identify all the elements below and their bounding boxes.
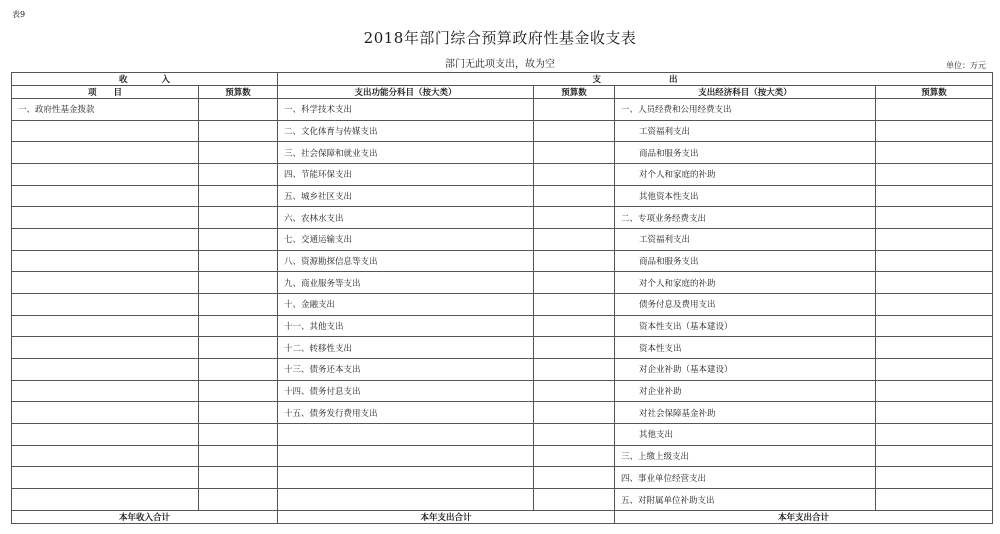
income-item-cell (12, 207, 199, 229)
income-item-cell (12, 445, 199, 467)
econ-item-cell: 工资福利支出 (615, 120, 876, 142)
econ-budget-cell (876, 229, 993, 251)
income-budget-cell (199, 120, 278, 142)
econ-item-cell: 对企业补助 (615, 380, 876, 402)
income-budget-cell (199, 142, 278, 164)
func-budget-cell (534, 445, 615, 467)
econ-item-cell: 其他资本性支出 (615, 185, 876, 207)
func-item-cell: 十二、转移性支出 (278, 337, 534, 359)
income-budget-header: 预算数 (199, 86, 278, 99)
table-row (12, 185, 993, 207)
income-item-cell (12, 185, 199, 207)
func-total-label: 本年支出合计 (278, 511, 615, 524)
econ-item-cell: 五、对附属单位补助支出 (615, 489, 876, 511)
func-budget-cell (534, 467, 615, 489)
func-budget-header: 预算数 (534, 86, 615, 99)
econ-item-cell: 三、上缴上级支出 (615, 445, 876, 467)
func-budget-cell (534, 185, 615, 207)
econ-budget-cell (876, 185, 993, 207)
table-note: 部门无此项支出，故为空 (445, 59, 555, 70)
func-class-header: 支出功能分科目（按大类） (278, 86, 534, 99)
func-budget-cell (534, 402, 615, 424)
econ-class-header: 支出经济科目（按大类） (615, 86, 876, 99)
func-item-cell: 十四、债务付息支出 (278, 380, 534, 402)
econ-item-cell: 资本性支出 (615, 337, 876, 359)
income-item-cell (12, 250, 199, 272)
income-budget-cell (199, 164, 278, 186)
func-item-cell (278, 489, 534, 511)
income-budget-cell (199, 337, 278, 359)
econ-item-cell: 商品和服务支出 (615, 142, 876, 164)
func-budget-cell (534, 489, 615, 511)
econ-budget-cell (876, 380, 993, 402)
table-row (12, 207, 993, 229)
income-budget-cell (199, 294, 278, 316)
income-item-cell (12, 489, 199, 511)
table-row (12, 250, 993, 272)
table-row (12, 164, 993, 186)
econ-budget-cell (876, 120, 993, 142)
econ-budget-cell (876, 294, 993, 316)
econ-item-cell: 商品和服务支出 (615, 250, 876, 272)
income-budget-cell (199, 445, 278, 467)
func-budget-cell (534, 424, 615, 446)
unit-label: 单位：万元 (946, 61, 986, 70)
func-budget-cell (534, 207, 615, 229)
econ-budget-cell (876, 207, 993, 229)
income-item-cell (12, 467, 199, 489)
econ-item-cell: 其他支出 (615, 424, 876, 446)
econ-budget-cell (876, 142, 993, 164)
income-budget-cell (199, 359, 278, 381)
econ-budget-cell (876, 250, 993, 272)
func-item-cell (278, 424, 534, 446)
table-row (12, 142, 993, 164)
table-row (12, 120, 993, 142)
header-row-top (12, 73, 993, 86)
econ-item-cell: 对企业补助（基本建设） (615, 359, 876, 381)
func-budget-cell (534, 99, 615, 121)
econ-item-cell: 对个人和家庭的补助 (615, 164, 876, 186)
table-row (12, 445, 993, 467)
econ-budget-cell (876, 445, 993, 467)
income-item-cell (12, 315, 199, 337)
income-item-cell (12, 359, 199, 381)
func-item-cell: 十三、债务还本支出 (278, 359, 534, 381)
header-row-columns (12, 86, 993, 99)
econ-item-cell: 一、人员经费和公用经费支出 (615, 99, 876, 121)
table-row (12, 229, 993, 251)
econ-budget-cell (876, 272, 993, 294)
income-budget-cell (199, 250, 278, 272)
table-row (12, 294, 993, 316)
econ-item-cell: 对个人和家庭的补助 (615, 272, 876, 294)
income-item-cell (12, 164, 199, 186)
income-budget-cell (199, 467, 278, 489)
income-budget-cell (199, 207, 278, 229)
func-budget-cell (534, 315, 615, 337)
func-item-cell: 二、文化体育与传媒支出 (278, 120, 534, 142)
income-budget-cell (199, 380, 278, 402)
func-item-cell: 十一、其他支出 (278, 315, 534, 337)
func-item-cell: 七、交通运输支出 (278, 229, 534, 251)
func-item-cell (278, 445, 534, 467)
table-row (12, 359, 993, 381)
table-row (12, 272, 993, 294)
econ-item-cell: 二、专项业务经费支出 (615, 207, 876, 229)
func-budget-cell (534, 337, 615, 359)
income-item-cell (12, 120, 199, 142)
page-title: 2018年部门综合预算政府性基金收支表 (363, 29, 637, 47)
income-total-label: 本年收入合计 (12, 511, 278, 524)
func-item-cell: 五、城乡社区支出 (278, 185, 534, 207)
item-header: 项 目 (12, 86, 199, 99)
income-item-cell (12, 229, 199, 251)
econ-budget-cell (876, 489, 993, 511)
income-budget-cell (199, 402, 278, 424)
econ-budget-cell (876, 467, 993, 489)
econ-budget-cell (876, 315, 993, 337)
table-row (12, 402, 993, 424)
func-item-cell (278, 467, 534, 489)
income-item-cell (12, 380, 199, 402)
income-budget-cell (199, 315, 278, 337)
income-budget-cell (199, 489, 278, 511)
func-item-cell: 一、科学技术支出 (278, 99, 534, 121)
income-header: 收 入 (12, 73, 278, 86)
income-budget-cell (199, 229, 278, 251)
func-budget-cell (534, 272, 615, 294)
econ-budget-cell (876, 402, 993, 424)
expense-header: 支 出 (278, 73, 993, 86)
income-item-cell (12, 424, 199, 446)
income-budget-cell (199, 99, 278, 121)
func-budget-cell (534, 229, 615, 251)
econ-item-cell: 工资福利支出 (615, 229, 876, 251)
table-row (12, 99, 993, 121)
func-budget-cell (534, 380, 615, 402)
econ-item-cell: 资本性支出（基本建设） (615, 315, 876, 337)
func-item-cell: 三、社会保障和就业支出 (278, 142, 534, 164)
income-budget-cell (199, 272, 278, 294)
table-row (12, 467, 993, 489)
func-item-cell: 九、商业服务等支出 (278, 272, 534, 294)
econ-budget-header: 预算数 (876, 86, 993, 99)
table-row (12, 489, 993, 511)
econ-total-label: 本年支出合计 (615, 511, 993, 524)
func-item-cell: 十五、债务发行费用支出 (278, 402, 534, 424)
func-budget-cell (534, 164, 615, 186)
func-item-cell: 十、金融支出 (278, 294, 534, 316)
table-row (12, 315, 993, 337)
income-item-cell (12, 294, 199, 316)
func-budget-cell (534, 294, 615, 316)
income-budget-cell (199, 185, 278, 207)
income-item-cell (12, 337, 199, 359)
func-budget-cell (534, 250, 615, 272)
income-item-cell: 一、政府性基金拨款 (12, 99, 199, 121)
func-item-cell: 八、资源勘探信息等支出 (278, 250, 534, 272)
econ-budget-cell (876, 424, 993, 446)
income-item-cell (12, 142, 199, 164)
func-budget-cell (534, 120, 615, 142)
income-item-cell (12, 402, 199, 424)
econ-budget-cell (876, 359, 993, 381)
func-budget-cell (534, 142, 615, 164)
totals-row (12, 511, 993, 524)
econ-item-cell: 债务付息及费用支出 (615, 294, 876, 316)
econ-item-cell: 对社会保障基金补助 (615, 402, 876, 424)
table-row (12, 380, 993, 402)
func-item-cell: 四、节能环保支出 (278, 164, 534, 186)
econ-budget-cell (876, 164, 993, 186)
table-row (12, 337, 993, 359)
func-item-cell: 六、农林水支出 (278, 207, 534, 229)
econ-item-cell: 四、事业单位经营支出 (615, 467, 876, 489)
income-item-cell (12, 272, 199, 294)
econ-budget-cell (876, 337, 993, 359)
table-number: 表9 (12, 10, 26, 19)
econ-budget-cell (876, 99, 993, 121)
func-budget-cell (534, 359, 615, 381)
budget-table (11, 72, 993, 524)
table-row (12, 424, 993, 446)
income-budget-cell (199, 424, 278, 446)
